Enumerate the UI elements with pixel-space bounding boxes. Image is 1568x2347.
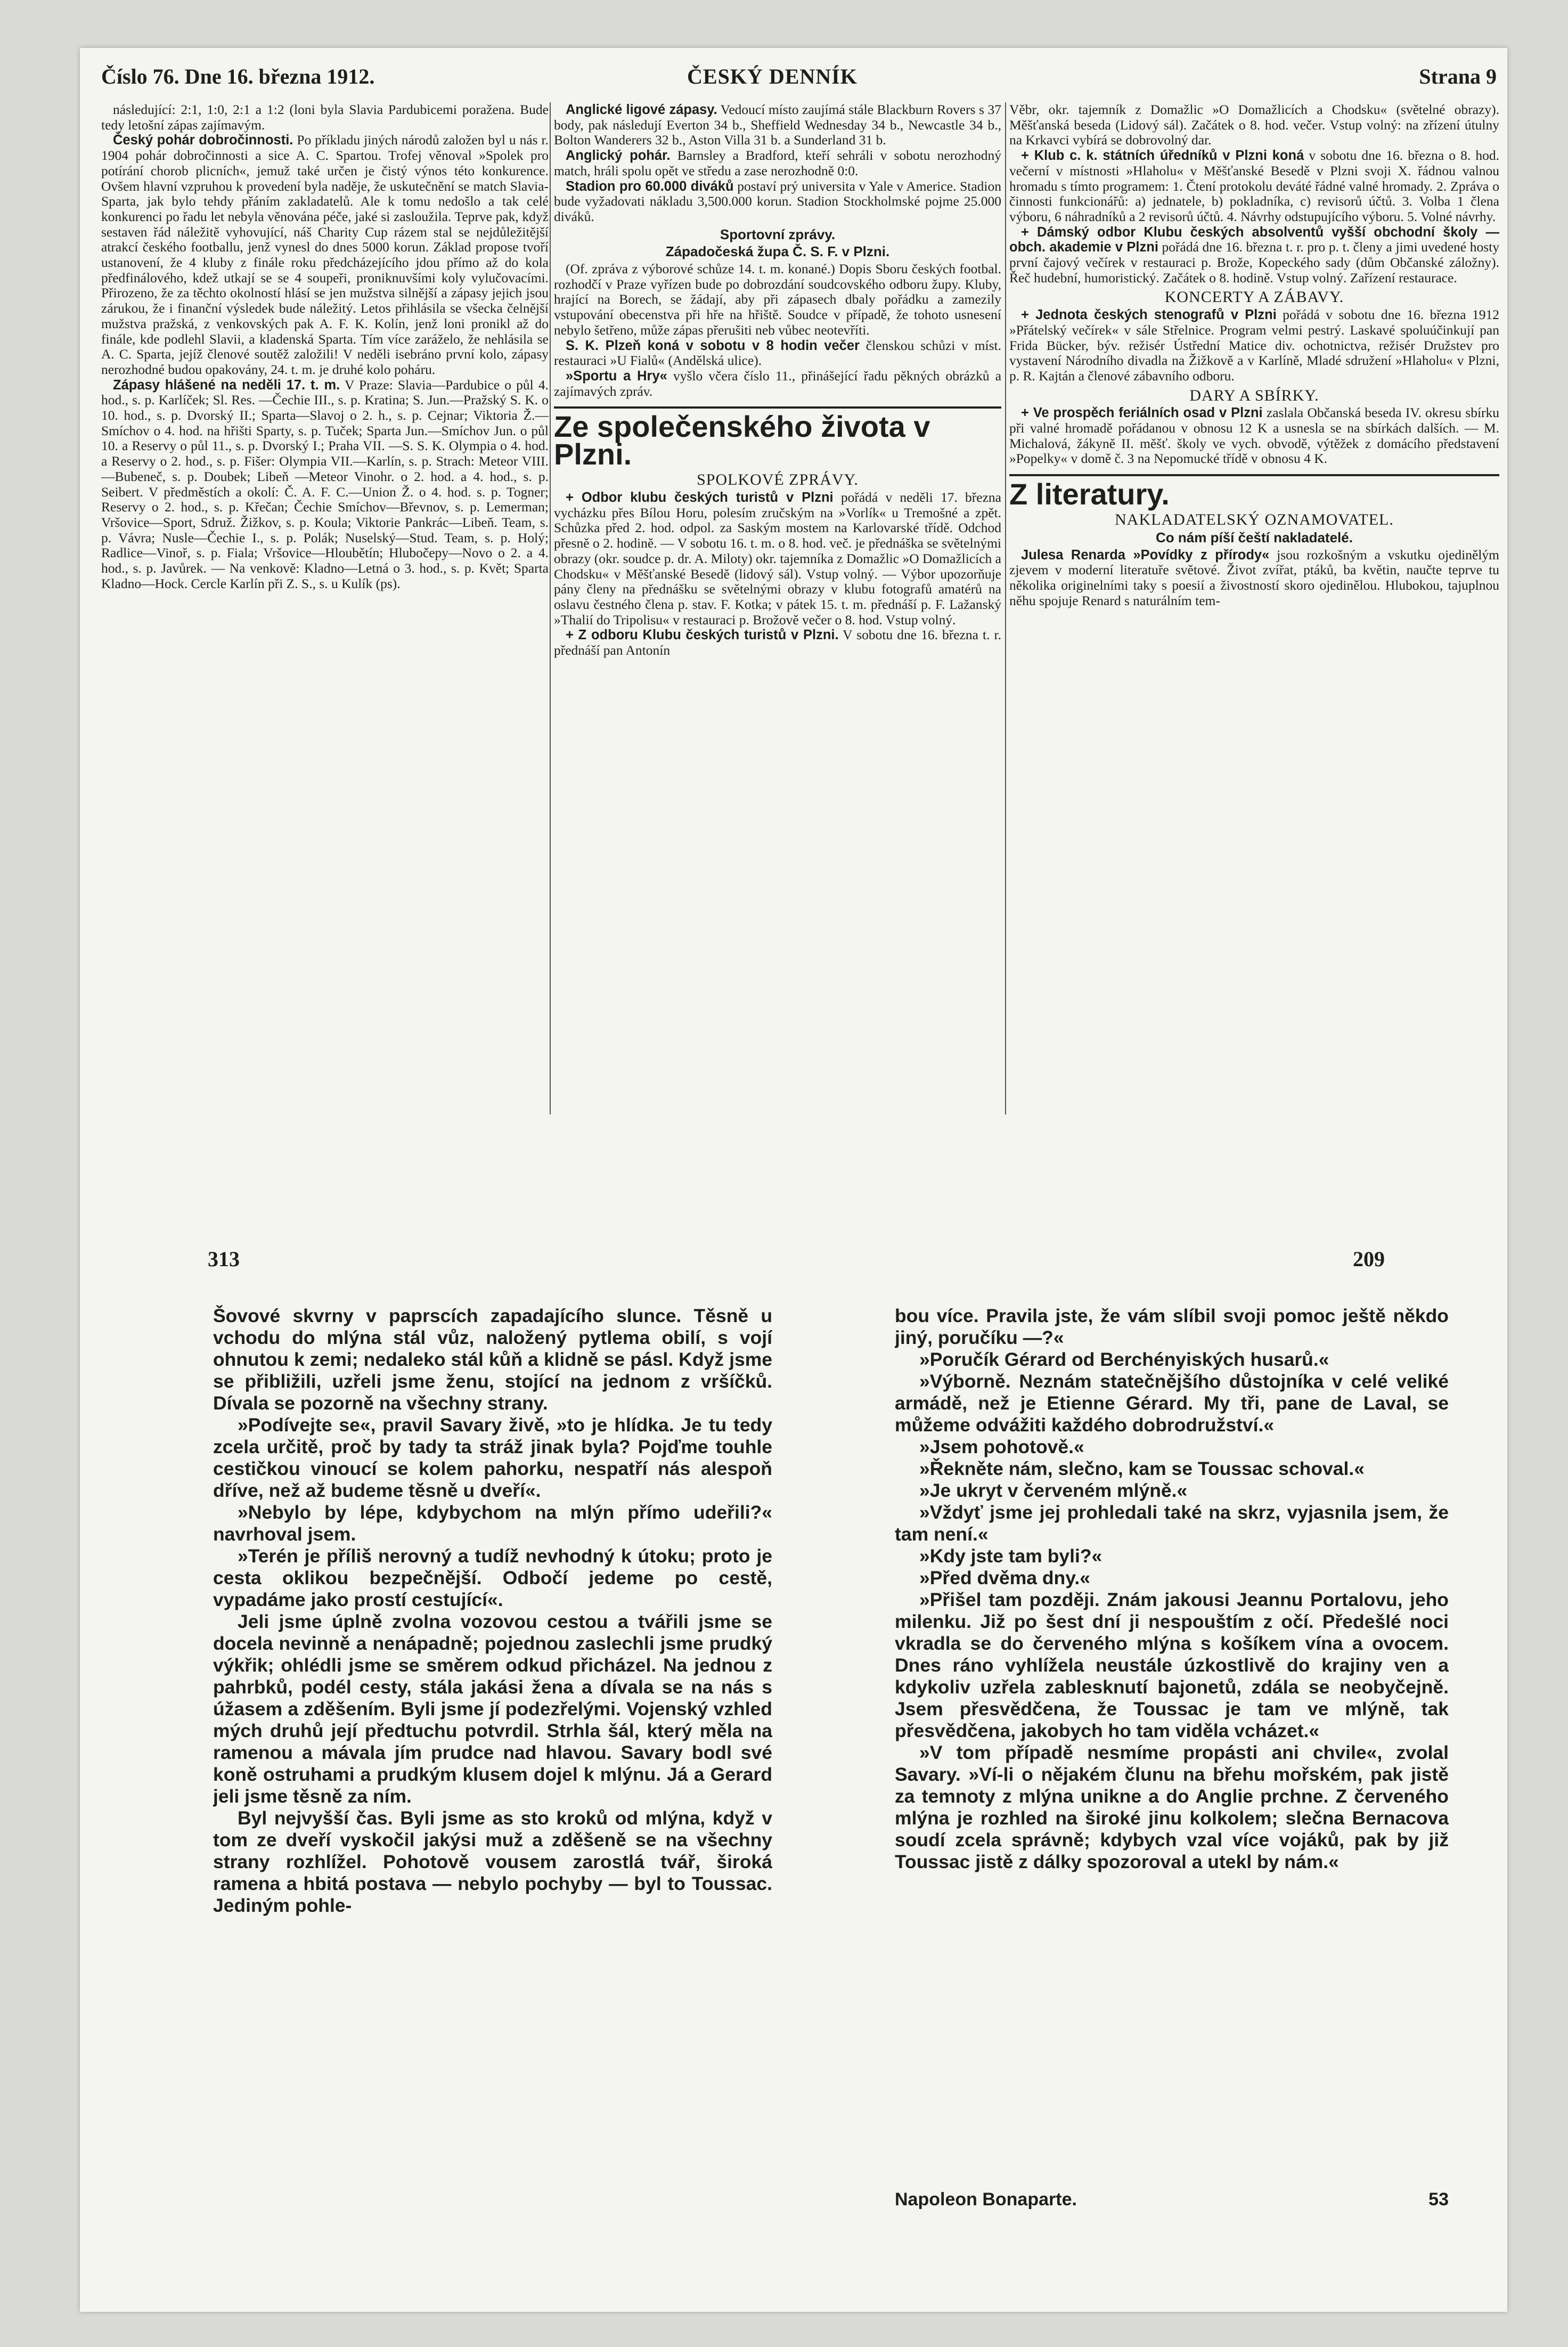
bold-subheading: Sportovní zprávy. [720, 226, 836, 242]
column-society [554, 102, 1001, 1114]
issue-date: Číslo 76. Dne 16. března 1912. [101, 64, 375, 88]
paragraph-text: Věbr, okr. tajemník z Domažlic »O Domažlicích a Chodsku« (světelné obrazy). Měšťanská beseda (Lidový sál). Začátek o 8. hod. večer. Vstup volný: na zřízení útulny na Krkavci vybírá se dobrovolný dar. [1009, 102, 1499, 148]
paragraph-text: členskou schůzi v míst. restauraci »U Fialů« (Andělská ulice). [554, 337, 1001, 369]
paragraph-lead: + Klub c. k. státních úředníků v Plzni koná [1021, 148, 1304, 164]
paragraph-lead: + Odbor klubu českých turistů v Plzni [566, 490, 834, 506]
novel-paragraph: »Poručík Gérard od Berchényiských husarů.« [919, 1349, 1329, 1370]
column-divider [550, 102, 551, 1114]
paragraph-lead: + Dámský odbor Klubu českých absolventů vyšší obchodní školy — obch. akademie v Plzni [1009, 224, 1499, 255]
news-paragraph [554, 262, 1001, 338]
paragraph-text: pořádá v sobotu dne 16. března 1912 »Přátelský večírek« v sále Střelnice. Program velmi pestrý. Laskavé spoluúčinkují pan Frida Bücker, býv. režisér Ústřední Matice div. ochotnictva, režisér Družstev pro vystavení Národního divadla na Žižkově a v Karlíně, Mladé sdružení »Hlaholu« v Plzni, p. R. Kajtán a členové zábavního odboru. [1009, 307, 1499, 384]
bold-subheading: Co nám píší čeští nakladatelé. [1156, 529, 1353, 545]
novel-paragraph: »Podívejte se«, pravil Savary živě, »to je hlídka. Je tu tedy zcela určitě, proč by tady ta stráž jinak byla? Pojďme touhle cestičkou vinoucí se kolem pahorku, nespatří nás alespoň dříve, než až budeme těsně u dveří«. [213, 1414, 772, 1501]
paragraph-text: vyšlo včera číslo 11., přinášející řadu pěkných obrázků a zajímavých zpráv. [554, 368, 1001, 399]
paragraph-text: postaví prý universita v Yale v Americe. Stadion bude vyžadovati nákladu 3,500.000 korun. Stadion Stockholmské pojme 25.000 diváků. [554, 178, 1001, 224]
novel-paragraph: bou více. Pravila jste, že vám slíbil svoji pomoc ještě někdo jiný, poručíku —?« [895, 1305, 1449, 1348]
column-announcements [1009, 102, 1499, 1114]
paragraph-text: Barnsley a Bradford, kteří sehráli v sobotu nerozhodný match, hráli spolu opět ve středu a zase nerozhodně 0:0. [554, 148, 1001, 178]
paragraph-lead: + Ve prospěch feriálních osad v Plzni [1021, 405, 1263, 421]
news-paragraph [1009, 405, 1499, 467]
subsection-heading: SPOLKOVÉ ZPRÁVY. [697, 471, 859, 489]
news-paragraph [101, 133, 549, 377]
novel-column-left [213, 1305, 772, 2211]
column-sport [101, 102, 549, 1114]
paragraph-text: V Praze: Slavia—Pardubice o půl 4. hod., s. p. Karlíček; Sl. Res. —Čechie III., s. p. Kratina; S. Jun.—Pražský S. K. o 10. hod., s. p. Dvorský II.; Sparta—Slavoj o 2. h., s. p. Cejnar; Viktoria Ž.—Smíchov o 4. hod. na hřišti Sparty, s. p. Tuček; Sparta Jun.—Smíchov Jun. o půl 10. a Reservy o půl 11., s. p. Dvorský I.; Praha VII. —S. S. K. Olympia o 4. hod. a Reservy o 2. hod., s. p. Fišer: Olympia VII.—Karlín, s. p. Strach: Meteor VIII.—Bubeneč, s. p. Doubek; Libeň —Meteor Vinohr. o 2. hod. a 4. hod., s. p. Seibert. V předměstích a okolí: Č. A. F. C.—Union Ž. o 4. hod. s. p. Togner; Reservy o 2. hod., s. p. Křečan; Čechie Smíchov—Břevnov, s. p. Lemerman; Vršovice—Sport, Sdruž. Žižkov, s. p. Koula; Viktorie Pankrác—Libeň. Team, s. p. Vávra; Nusle—Čechie I., s. p. Polák; Nuselský—Stud. Team, s. p. Holý; Radlice—Vinoř, s. p. Fiala; Vršovice—Hloubětín; Hlubočepy—Novo o 2. a 4. hod., s. p. Javůrek. — Na venkově: Kladno—Letná o 3. hod., s. p. Květ; Sparta Kladno—Hock. Cercle Karlín při Z. S., s. u Kulík (ps). [101, 377, 549, 591]
subsection-heading: NAKLADATELSKÝ OZNAMOVATEL. [1115, 511, 1394, 529]
novel-paragraph: »Jsem pohotově.« [919, 1436, 1084, 1457]
paragraph-text: jsou rozkošným a vskutku ojedinělým zjevem v moderní literatuře světové. Život zvířat, ptáků, ba květin, naučte teprve tu několika originelními taky s poesií a živostností skoro ojedinělou. Hlubokou, tajuplnou něhu spojuje Renard s naturálním tem- [1009, 547, 1499, 608]
paragraph-lead: Český pohár dobročinnosti. [113, 133, 293, 148]
novel-paragraph: »Nebylo by lépe, kdybychom na mlýn přímo udeřili?« navrhoval jsem. [213, 1502, 772, 1545]
news-paragraph [554, 628, 1001, 658]
serial-number-right: 209 [1353, 1247, 1385, 1271]
news-paragraph [1009, 548, 1499, 609]
serial-number-left: 313 [208, 1247, 240, 1271]
paragraph-text: (Of. zpráva z výborové schůze 14. t. m. konané.) Dopis Sboru českých footbal. rozhodčí v Praze vyřízen bude po dobrozdání soudcovského odboru župy. Kluby, hrající na Borech, se žádají, aby při zápasech dbaly pořádku a zamezily vstupování obecenstva při hře na hřiště. Soudce v případě, že tohoto usnesení nebylo šetřeno, může zápas přerušiti neb vůbec neotevříti. [554, 261, 1001, 338]
paragraph-lead: Julesa Renarda »Povídky z přírody« [1021, 547, 1270, 563]
news-paragraph [554, 338, 1001, 369]
news-paragraph [1009, 148, 1499, 225]
novel-paragraph: »Je ukryt v červeném mlýně.« [919, 1480, 1188, 1501]
masthead: ČESKÝ DENNÍK [687, 64, 858, 88]
news-paragraph [1009, 307, 1499, 384]
news-paragraph [1009, 225, 1499, 286]
novel-paragraph: Jeli jsme úplně zvolna vozovou cestou a tvářili jsme se docela nevinně a nenápadně; pojednou zaslechli jsme prudký výkřik; ohlédli jsme se směrem odkud přicházel. Na jednou z pahrbků, podél cesty, stála jakási žena a dívala se na nás s úžasem a zděšením. Byli jsme jí podezřelými. Vojenský vzhled mých druhů její předtuchu potvrdil. Strhla šál, který měla na ramenou a mávala jím prudce nad hlavou. Savary bodl své koně ostruhami a prudkým klusem dojel k mlýnu. Já a Gerard jeli jsme těsně za ním. [213, 1611, 772, 1807]
news-paragraph [101, 102, 549, 133]
subsection-heading: KONCERTY A ZÁBAVY. [1164, 288, 1344, 306]
paragraph-lead: Anglický pohár. [566, 148, 671, 164]
paragraph-text: pořádá v neděli 17. března vycházku přes Bílou Horu, polesím zručským na »Vorlík« u Tremošné a zpět. Schůzka před 2. hod. odpol. za Saským mostem na Karlovarské třídě. Odchod přesně o 2. hodině. — V sobotu 16. t. m. o 8. hod. več. je přednáška se světelnými obrazy (okr. soudce p. dr. A. Miloty) okr. tajemníka z Domažlic »O Domažlicích a Chodsku« v Měšťanské Besedě (lidový sál). Vstup volný. — Výbor upozorňuje pány členy na přednášku se světelnými obrazy v klubu fotografů amatérů na oslavu čestného člena p. stav. F. Kotka; v pátek 15. t. m. přednáší p. F. Lažanský »Thalií do Tripolisu« v restauraci p. Brožově večer o 8. hod. Vstup volný. [554, 490, 1001, 628]
paragraph-lead: Zápasy hlášené na neděli 17. t. m. [113, 377, 340, 393]
paragraph-lead: S. K. Plzeň koná v sobotu v 8 hodin večer [566, 338, 860, 353]
novel-paragraph: Šovové skvrny v paprscích zapadajícího slunce. Těsně u vchodu do mlýna stál vůz, naložený pytlema obilí, s vojí ohnutou k zemi; nedaleko stál kůň a klidně se pásl. Když jsme se přibližili, uzřeli jsme ženu, stojící na jednom z vršíčků. Dívala se pozorně na všechny strany. [213, 1305, 772, 1414]
paragraph-lead: + Jednota českých stenografů v Plzni [1021, 307, 1277, 323]
novel-paragraph: »Vždyť jsme jej prohledali také na skrz, vyjasnila jsem, že tam není.« [895, 1502, 1449, 1545]
paragraph-lead: Stadion pro 60.000 diváků [566, 178, 734, 194]
section-heading: Z literatury. [1009, 474, 1499, 508]
novel-footer [895, 2189, 1449, 2216]
news-paragraph [554, 148, 1001, 178]
subsection-heading: DARY A SBÍRKY. [1189, 386, 1319, 404]
novel-paragraph: »Přišel tam později. Znám jakousi Jeannu Portalovu, jeho milenku. Již po šest dní ji nespouštím z očí. Předešlé noci vkradla se do červeného mlýna s košíkem vína a ovocem. Dnes ráno vyhlížela neustále úzkostlivě do krajiny ven a kdykoliv uzřela zablesknutí bajonetů, zdála se neobyčejně. Jsem přesvědčena, že Toussac je tam ve mlýně, tak přesvědčena, jakobych ho tam viděla vcházet.« [895, 1589, 1449, 1741]
paragraph-text: Vedoucí místo zaujímá stále Blackburn Rovers s 37 body, pak následují Everton 34 b., Sheffield Wednesday 34 b., Newcastle 34 b., Bolton Wanderers 32 b., Aston Villa 31 b. a Sunderland 31 b. [554, 102, 1001, 148]
novel-paragraph: »Kdy jste tam byli?« [919, 1545, 1102, 1567]
page-number: Strana 9 [1419, 64, 1497, 88]
author-signature: Napoleon Bonaparte. [895, 2189, 1077, 2210]
paragraph-text: následující: 2:1, 1:0, 2:1 a 1:2 (loni byla Slavia Pardubicemi poražena. Bude tedy letošní zápas zajímavým. [101, 102, 549, 133]
news-paragraph [554, 369, 1001, 399]
novel-paragraph: Byl nejvyšší čas. Byli jsme as sto kroků od mlýna, když v tom ze dveří vyskočil jakýsi muž a zděšeně se na všechny strany rozhlížel. Pohotově vousem zarostlá tvář, široká ramena a hbitá postava — nebylo pochyby — byl to Toussac. Jediným pohle- [213, 1807, 772, 1916]
news-paragraph [554, 179, 1001, 225]
column-divider [1005, 102, 1006, 1114]
paragraph-lead: + Z odboru Klubu českých turistů v Plzni. [566, 628, 839, 643]
novel-paragraph: »V tom případě nesmíme propásti ani chvile«, zvolal Savary. »Ví-li o nějakém člunu na břehu mořském, pak jistě za temnoty z mlýna unikne a do Anglie prchne. Z červeného mlýna je rozhled na široké jinu kolkolem; slečna Bernacova soudí zcela správně; kdybych vzal více vojáků, pak by již Toussac jistě z dálky spozoroval a utekl by nám.« [895, 1742, 1449, 1872]
paragraph-lead: Anglické ligové zápasy. [566, 102, 717, 117]
section-heading: Ze společenského života v Plzni. [554, 406, 1001, 468]
news-paragraph [1009, 102, 1499, 148]
paragraph-text: pořádá dne 16. března t. r. pro p. t. členy a jimi uvedené hosty první čajový večírek v restauraci p. Brože, Kopeckého sady (dům Občanské záložny). Řeč hudební, humoristický. Začátek o 8. hodině. Vstup volný. Zařízení restaurace. [1009, 239, 1499, 286]
news-paragraph [554, 102, 1001, 148]
novel-column-right [895, 1305, 1449, 2211]
novel-paragraph: »Terén je příliš nerovný a tudíž nevhodný k útoku; proto je cesta oklikou bezpečnější. Odbočí jedeme po cestě, vypadáme jako prostí cestující«. [213, 1545, 772, 1610]
news-paragraph [554, 490, 1001, 628]
novel-paragraph: »Před dvěma dny.« [919, 1567, 1090, 1588]
paragraph-text: Po příkladu jiných národů založen byl u nás r. 1904 pohár dobročinnosti a sice A. C. Spartou. Trofej věnoval »Spolek pro potírání chorob plicních«, jemuž také určen je čistý výnos této konkurence. Ovšem hlavní vzpruhou k provedení byla naděje, že uskutečnění se match Slavia-Sparta, jak bylo tehdy přáním zakladatelů. Ale k tomu nedošlo a tak celé konkurenci po řadu let nebyla věnována péče, jaké si zasloužila. Teprve pak, když sestaven řád náležitě vyhovující, náš Charity Cup rázem stal se nejdůležitější atrakcí českého footballu, jenž vynesl do dnes 5000 korun. Základ propose tvoří ustanovení, že 4 kluby z finále roku předcházejícího jdou přímo až do kola předfinálového, kdež utkají se se 4 soupeři, proniknuvšími koly vylučovacími. Přirozeno, že za těchto okolností hlásí se jen mužstva silnější a zápasy jejich jsou zárukou, že i finanční výsledek bude náležitý. Letos přihlásila se všecka čelnější mužstva pražská, z venkovských pak A. F. K. Kolín, jenž loni pronikl až do finále, kde podlehl Slavii, a kladenská Sparta. Tím více zaráželo, že nehlásila se A. C. Sparta, jejíž členové soutěž založili! V neděli isebráno první kolo, zápasy nerozhodné budou opakovány, 24. t. m. je druhé kolo poháru. [101, 132, 549, 377]
novel-page-number: 53 [1428, 2189, 1449, 2210]
paragraph-text: V sobotu dne 16. března t. r. přednáší pan Antonín [554, 627, 1001, 658]
paragraph-lead: »Sportu a Hry« [566, 368, 667, 384]
news-paragraph [101, 378, 549, 592]
paragraph-text: zaslala Občanská beseda IV. okresu sbírku při valné hromadě pořádanou v obnosu 12 K a usnesla se na sbírkách dalších. — M. Michalová, žákyně II. měšť. školy ve vych. obvodě, výtěžek z domácího představení »Popelky« v domě č. 3 na Nepomucké třídě v obnosu 4 K. [1009, 405, 1499, 467]
paragraph-text: v sobotu dne 16. března o 8. hod. večerní v místnosti »Hlaholu« v Měšťanské Besedě v Plzni svoji X. řádnou valnou hromadu s tímto programem: 1. Čtení protokolu deváté řádné valné hromady. 2. Zpráva o činnosti funkcionářů: a) jednatele, b) pokladníka, c) revisorů účtů. 3. Volba 1 člena výboru, 6 náhradníků a 2 revisorů účtů. 4. Návrhy odstupujícího výboru. 5. Volné návrhy. [1009, 148, 1499, 224]
novel-paragraph: »Výborně. Neznám statečnějšího důstojníka v celé veliké armádě, než je Etienne Gérard. My tři, pane de Laval, se můžeme odvážiti každého dobrodružství.« [895, 1371, 1449, 1436]
novel-paragraph: »Řekněte nám, slečno, kam se Toussac schoval.« [919, 1458, 1365, 1479]
bold-subheading: Západočeská župa Č. S. F. v Plzni. [665, 243, 890, 260]
